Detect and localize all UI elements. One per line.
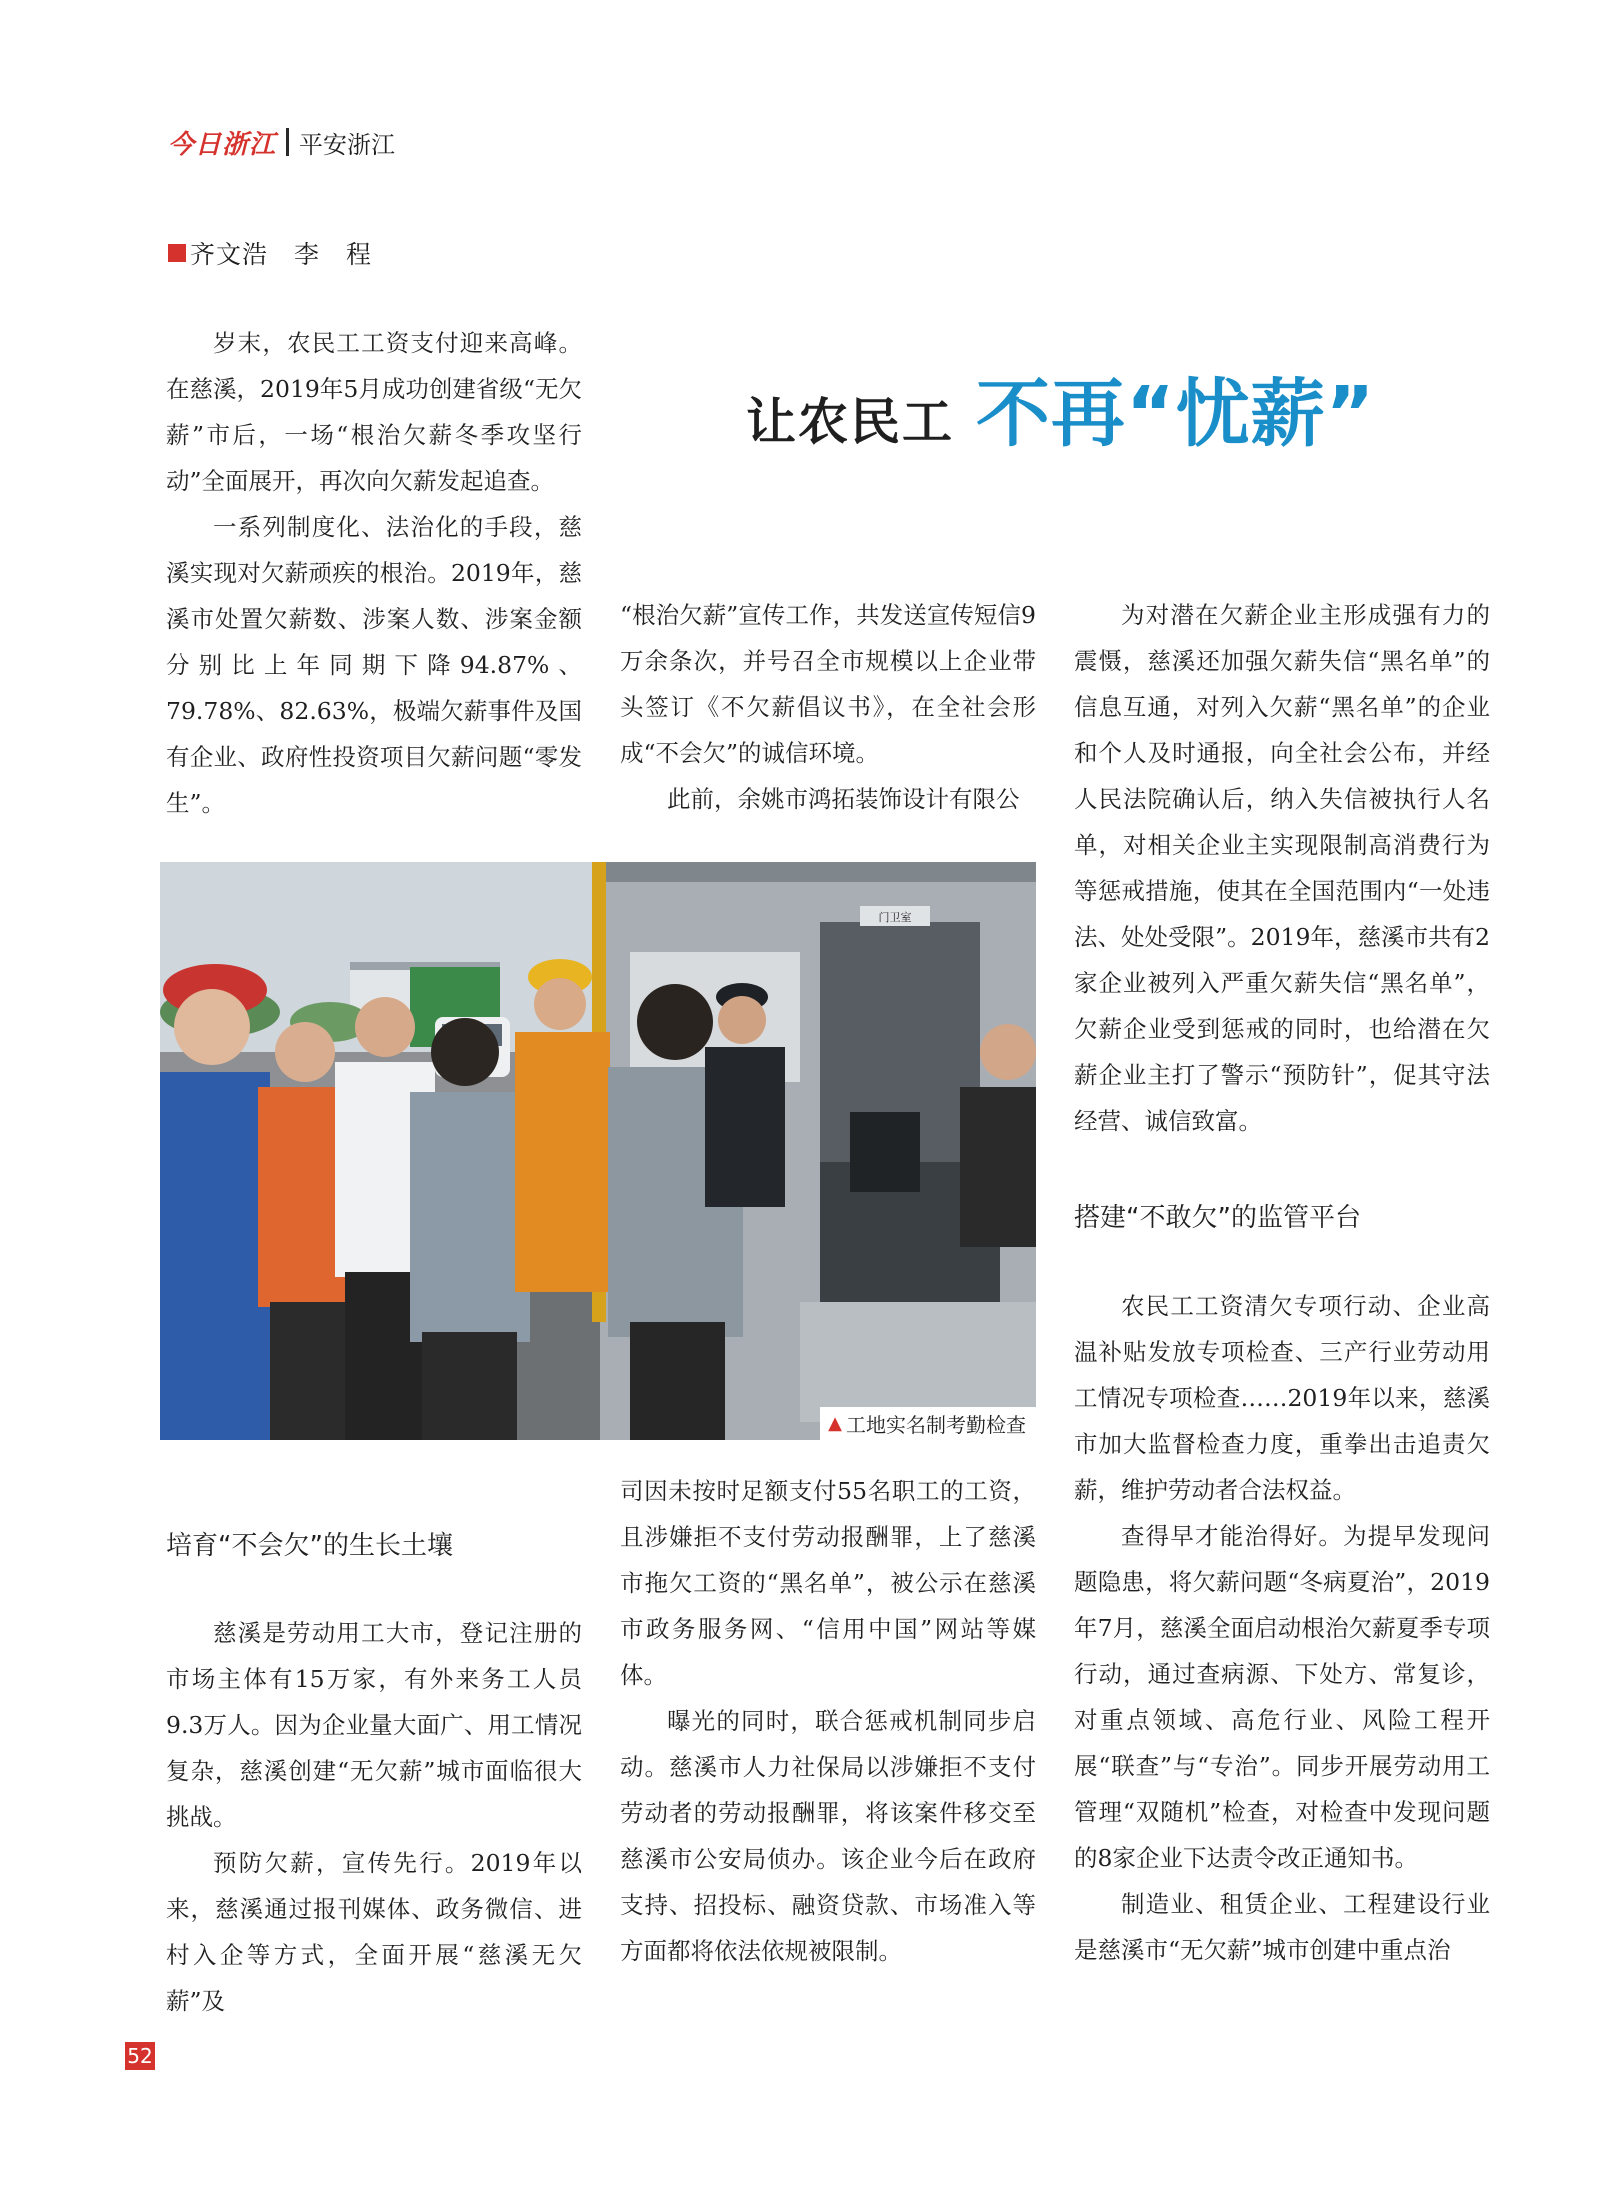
construction-site-inspection-image: [160, 862, 1036, 1440]
paragraph: 查得早才能治得好。为提早发现问题隐患，将欠薪问题“冬病夏治”，2019年7月，慈溪全面启动根治欠薪夏季专项行动，通过查病源、下处方、常复诊，对重点领域、高危行业、风险工程开展“联查”与“专治”。同步开展劳动用工管理“双随机”检查，对检查中发现问题的8家企业下达责令改正通知书。: [1074, 1522, 1490, 1872]
article-title: [746, 355, 1375, 461]
caption-triangle-icon: ▲: [828, 1413, 842, 1434]
paragraph: 为对潜在欠薪企业主形成强有力的震慑，慈溪还加强欠薪失信“黑名单”的信息互通，对列入欠薪“黑名单”的企业和个人及时通报，向全社会公布，并经人民法院确认后，纳入失信被执行人名单，对相关企业主实现限制高消费行为等惩戒措施，使其在全国范围内“一处违法、处处受限”。2019年，慈溪市共有2家企业被列入严重欠薪失信“黑名单”，欠薪企业受到惩戒的同时，也给潜在欠薪企业主打了警示“预防针”，促其守法经营、诚信致富。: [1074, 601, 1490, 1135]
paragraph: “根治欠薪”宣传工作，共发送宣传短信9万余条次，并号召全市规模以上企业带头签订《不欠薪倡议书》，在全社会形成“不会欠”的诚信环境。: [620, 601, 1036, 767]
section-name: 平安浙江: [299, 130, 396, 159]
paragraph: 预防欠薪，宣传先行。2019年以来，慈溪通过报刊媒体、政务微信、进村入企等方式，全面开展“慈溪无欠薪”及: [166, 1849, 582, 2015]
caption-text: 工地实名制考勤检查: [846, 1413, 1026, 1437]
magazine-logo: 今日浙江: [168, 129, 277, 160]
article-photo: [160, 862, 1036, 1440]
paragraph: 农民工工资清欠专项行动、企业高温补贴发放专项检查、三产行业劳动用工情况专项检查……2019年以来，慈溪市加大监督检查力度，重拳出击追责欠薪，维护劳动者合法权益。: [1074, 1292, 1490, 1504]
gatehouse-sign: 门卫室: [878, 911, 912, 924]
paragraph: 一系列制度化、法治化的手段，慈溪实现对欠薪顽疾的根治。2019年，慈溪市处置欠薪数、涉案人数、涉案金额分别比上年同期下降94.87%、79.78%、82.63%，极端欠薪事件及国有企业、政府性投资项目欠薪问题“零发生”。: [166, 513, 582, 817]
page-number: 52: [125, 2042, 155, 2070]
photo-caption: [820, 1407, 1036, 1440]
author-names: 齐文浩 李 程: [190, 240, 373, 269]
paragraph: 慈溪是劳动用工大市，登记注册的市场主体有15万家，有外来务工人员9.3万人。因为企业量大面广、用工情况复杂，慈溪创建“无欠薪”城市面临很大挑战。: [166, 1619, 582, 1831]
column-2-bottom: [620, 1468, 1036, 1974]
column-1-top: [166, 320, 582, 826]
masthead-divider: [286, 128, 289, 156]
column-3-bottom: [1074, 1283, 1490, 1973]
section-heading-platform: 搭建“不敢欠”的监管平台: [1074, 1203, 1361, 1233]
masthead: [168, 122, 395, 162]
paragraph: 岁末，农民工工资支付迎来高峰。在慈溪，2019年5月成功创建省级“无欠薪”市后，一场“根治欠薪冬季攻坚行动”全面展开，再次向欠薪发起追查。: [166, 329, 582, 495]
byline: [168, 235, 372, 271]
column-2-top: [620, 592, 1036, 822]
title-part-2: 不再“忧薪”: [976, 371, 1376, 457]
paragraph: 司因未按时足额支付55名职工的工资，且涉嫌拒不支付劳动报酬罪，上了慈溪市拖欠工资的“黑名单”，被公示在慈溪市政务服务网、“信用中国”网站等媒体。: [620, 1477, 1036, 1689]
paragraph: 制造业、租赁企业、工程建设行业是慈溪市“无欠薪”城市创建中重点治: [1074, 1890, 1490, 1964]
paragraph: 此前，余姚市鸿拓装饰设计有限公: [667, 785, 1020, 813]
section-heading-soil: 培育“不会欠”的生长土壤: [166, 1531, 453, 1561]
title-part-1: 让农民工: [746, 392, 954, 451]
paragraph: 曝光的同时，联合惩戒机制同步启动。慈溪市人力社保局以涉嫌拒不支付劳动者的劳动报酬罪，将该案件移交至慈溪市公安局侦办。该企业今后在政府支持、招投标、融资贷款、市场准入等方面都将依法依规被限制。: [620, 1707, 1036, 1965]
byline-marker: [168, 244, 186, 262]
column-1-bottom: [166, 1610, 582, 2024]
column-3-top: [1074, 592, 1490, 1144]
